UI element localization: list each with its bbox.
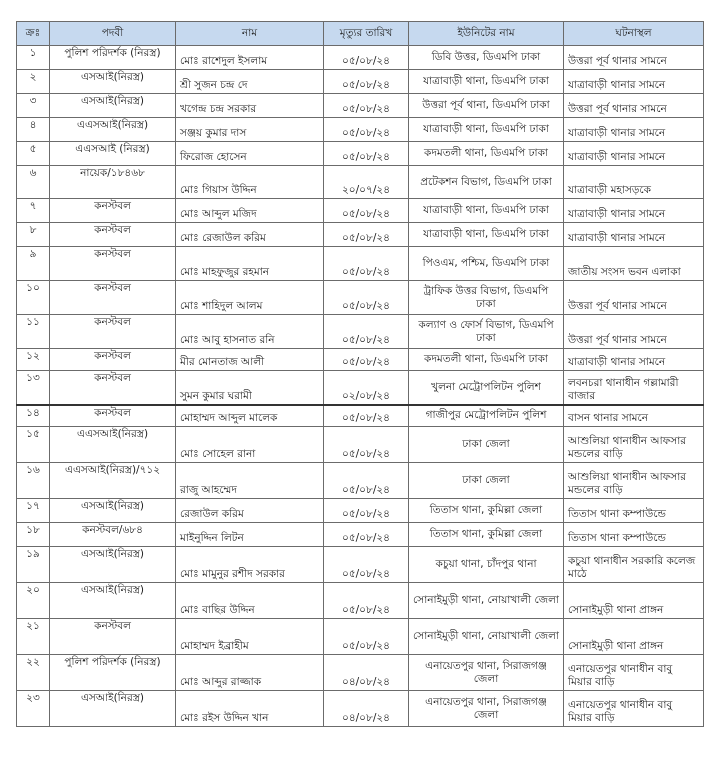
table-row (17, 371, 704, 405)
cell-unit: পিওএম, পশ্চিম, ডিএমপি ঢাকা (409, 247, 564, 281)
cell-unit: ট্রাফিক উত্তর বিভাগ, ডিএমপি ঢাকা (409, 281, 564, 315)
cell-place: সোনাইমুড়ী থানা প্রাঙ্গন (564, 619, 704, 655)
casualty-table (16, 21, 704, 727)
cell-name: মোঃ আব্দুল মজিদ (176, 199, 324, 223)
cell-place: কচুয়া থানাধীন সরকারি কলেজ মাঠে (564, 547, 704, 583)
table-row (17, 405, 704, 427)
cell-place: যাত্রাবাড়ী থানার সামনে (564, 70, 704, 94)
cell-date: ০৫/০৮/২৪ (324, 118, 409, 142)
cell-place: উত্তরা পূর্ব থানার সামনে (564, 281, 704, 315)
cell-name: মোঃ গিয়াস উদ্দিন (176, 166, 324, 199)
cell-name: মোঃ মামুনুর রশীদ সরকার (176, 547, 324, 583)
cell-rank: এএসআই(নিরস্ত্র) (50, 427, 176, 463)
cell-date: ০৫/০৮/২৪ (324, 223, 409, 247)
table-row (17, 142, 704, 166)
cell-rank: কনস্টবল (50, 199, 176, 223)
table-row (17, 499, 704, 523)
cell-date: ০৫/০৮/২৪ (324, 281, 409, 315)
cell-serial: ১৬ (17, 463, 50, 499)
cell-unit: খুলনা মেট্রোপলিটন পুলিশ (409, 371, 564, 405)
cell-date: ০৫/০৮/২৪ (324, 583, 409, 619)
cell-unit: প্রটেকশন বিভাগ, ডিএমপি ঢাকা (409, 166, 564, 199)
cell-serial: ৮ (17, 223, 50, 247)
cell-rank: কনস্টবল (50, 349, 176, 371)
cell-name: মোঃ আব্দুর রাজ্জাক (176, 655, 324, 691)
table-row (17, 166, 704, 199)
cell-unit: যাত্রাবাড়ী থানা, ডিএমপি ঢাকা (409, 118, 564, 142)
cell-unit: এনায়েতপুর থানা, সিরাজগঞ্জ জেলা (409, 691, 564, 727)
cell-name: সুমন কুমার ঘরামী (176, 371, 324, 405)
cell-place: এনায়েতপুর থানাধীন বাবু মিয়ার বাড়ি (564, 691, 704, 727)
table-body (17, 46, 704, 727)
cell-place: উত্তরা পূর্ব থানার সামনে (564, 315, 704, 349)
table-row (17, 94, 704, 118)
cell-serial: ৩ (17, 94, 50, 118)
cell-place: উত্তরা পূর্ব থানার সামনে (564, 94, 704, 118)
cell-place: বাসন থানার সামনে (564, 405, 704, 427)
cell-date: ০৫/০৮/২৪ (324, 427, 409, 463)
header-place: ঘটনাস্থল (564, 22, 704, 46)
cell-date: ০৫/০৮/২৪ (324, 523, 409, 547)
cell-place: এনায়েতপুর থানাধীন বাবু মিয়ার বাড়ি (564, 655, 704, 691)
cell-place: যাত্রাবাড়ী থানার সামনে (564, 142, 704, 166)
cell-date: ০৫/০৮/২৪ (324, 142, 409, 166)
cell-unit: সোনাইমুড়ী থানা, নোয়াখালী জেলা (409, 619, 564, 655)
cell-serial: ১৮ (17, 523, 50, 547)
table-row (17, 223, 704, 247)
cell-place: যাত্রাবাড়ী থানার সামনে (564, 349, 704, 371)
cell-rank: কনস্টবল/৬৮৪ (50, 523, 176, 547)
cell-name: ফিরোজ হোসেন (176, 142, 324, 166)
header-date: মৃত্যুর তারিখ (324, 22, 409, 46)
cell-unit: ঢাকা জেলা (409, 427, 564, 463)
cell-date: ০৫/০৮/২৪ (324, 70, 409, 94)
cell-serial: ১৪ (17, 405, 50, 427)
cell-date: ০৫/০৮/২৪ (324, 94, 409, 118)
table-row (17, 655, 704, 691)
cell-place: যাত্রাবাড়ী থানার সামনে (564, 223, 704, 247)
cell-date: ০৫/০৮/২৪ (324, 315, 409, 349)
table-row (17, 281, 704, 315)
cell-name: রেজাউল করিম (176, 499, 324, 523)
table-row (17, 70, 704, 94)
cell-rank: এএসআই(নিরস্ত্র) (50, 118, 176, 142)
header-unit: ইউনিটের নাম (409, 22, 564, 46)
cell-rank: এসআই(নিরস্ত্র) (50, 94, 176, 118)
table-row (17, 349, 704, 371)
cell-name: মাইনুদ্দিন লিটন (176, 523, 324, 547)
cell-name: খগেন্দ্র চন্দ্র সরকার (176, 94, 324, 118)
cell-date: ০৫/০৮/২৪ (324, 349, 409, 371)
table-row (17, 463, 704, 499)
table-row (17, 247, 704, 281)
cell-unit: গাজীপুর মেট্রোপলিটন পুলিশ (409, 405, 564, 427)
cell-unit: কচুয়া থানা, চাঁদপুর থানা (409, 547, 564, 583)
cell-serial: ২০ (17, 583, 50, 619)
cell-rank: কনস্টবল (50, 223, 176, 247)
cell-serial: ৪ (17, 118, 50, 142)
table-header (17, 22, 704, 46)
cell-serial: ২৩ (17, 691, 50, 727)
cell-name: মোঃ বাছির উদ্দিন (176, 583, 324, 619)
cell-serial: ২ (17, 70, 50, 94)
cell-date: ০৫/০৮/২৪ (324, 499, 409, 523)
cell-rank: এএসআই (নিরস্ত্র) (50, 142, 176, 166)
cell-serial: ২২ (17, 655, 50, 691)
cell-serial: ৭ (17, 199, 50, 223)
cell-date: ০৪/০৮/২৪ (324, 691, 409, 727)
cell-name: মোঃ রাশেদুল ইসলাম (176, 46, 324, 70)
cell-name: মোঃ সোহেল রানা (176, 427, 324, 463)
cell-place: আশুলিয়া থানাধীন আফসার মন্ডলের বাড়ি (564, 463, 704, 499)
cell-unit: কদমতলী থানা, ডিএমপি ঢাকা (409, 142, 564, 166)
cell-unit: যাত্রাবাড়ী থানা, ডিএমপি ঢাকা (409, 199, 564, 223)
cell-serial: ১২ (17, 349, 50, 371)
cell-unit: সোনাইমুড়ী থানা, নোয়াখালী জেলা (409, 583, 564, 619)
cell-rank: কনস্টবল (50, 619, 176, 655)
cell-unit: ঢাকা জেলা (409, 463, 564, 499)
cell-serial: ১৫ (17, 427, 50, 463)
cell-date: ০৫/০৮/২৪ (324, 199, 409, 223)
cell-serial: ১৩ (17, 371, 50, 405)
cell-date: ০৫/০৮/২৪ (324, 405, 409, 427)
cell-date: ০৪/০৮/২৪ (324, 655, 409, 691)
cell-name: রাজু আহম্মেদ (176, 463, 324, 499)
table-row (17, 547, 704, 583)
table-row (17, 315, 704, 349)
cell-rank: এসআই(নিরস্ত্র) (50, 583, 176, 619)
cell-date: ০৫/০৮/২৪ (324, 46, 409, 70)
cell-unit: কদমতলী থানা, ডিএমপি ঢাকা (409, 349, 564, 371)
cell-rank: এসআই(নিরস্ত্র) (50, 499, 176, 523)
cell-name: মোঃ আবু হাসনাত রনি (176, 315, 324, 349)
cell-date: ০৫/০৮/২৪ (324, 547, 409, 583)
cell-unit: এনায়েতপুর থানা, সিরাজগঞ্জ জেলা (409, 655, 564, 691)
cell-place: সোনাইমুড়ী থানা প্রাঙ্গন (564, 583, 704, 619)
table-row (17, 46, 704, 70)
table-row (17, 583, 704, 619)
cell-serial: ১৯ (17, 547, 50, 583)
cell-serial: ২১ (17, 619, 50, 655)
table-row (17, 619, 704, 655)
cell-rank: কনস্টবল (50, 315, 176, 349)
cell-serial: ৬ (17, 166, 50, 199)
cell-place: লবনচরা থানাধীন গল্লামারী বাজার (564, 371, 704, 405)
table-row (17, 427, 704, 463)
table-row (17, 199, 704, 223)
cell-place: তিতাস থানা কম্পাউন্ডে (564, 499, 704, 523)
cell-unit: ডিবি উত্তর, ডিএমপি ঢাকা (409, 46, 564, 70)
cell-rank: কনস্টবল (50, 405, 176, 427)
header-name: নাম (176, 22, 324, 46)
cell-rank: এএসআই(নিরস্ত্র)/৭১২ (50, 463, 176, 499)
cell-date: ০৫/০৮/২৪ (324, 463, 409, 499)
cell-serial: ১১ (17, 315, 50, 349)
cell-rank: পুলিশ পরিদর্শক (নিরস্ত্র) (50, 46, 176, 70)
cell-date: ০৫/০৮/২৪ (324, 247, 409, 281)
cell-name: মোঃ রইস উদ্দিন খান (176, 691, 324, 727)
cell-name: সঞ্জয় কুমার দাস (176, 118, 324, 142)
cell-rank: এসআই(নিরস্ত্র) (50, 547, 176, 583)
cell-place: তিতাস থানা কম্পাউন্ডে (564, 523, 704, 547)
cell-rank: কনস্টবল (50, 281, 176, 315)
cell-name: শ্রী সুজন চন্দ্র দে (176, 70, 324, 94)
cell-name: মোঃ শাহিদুল আলম (176, 281, 324, 315)
cell-rank: কনস্টবল (50, 247, 176, 281)
table-row (17, 691, 704, 727)
cell-serial: ৫ (17, 142, 50, 166)
cell-serial: ১৭ (17, 499, 50, 523)
cell-rank: কনস্টবল (50, 371, 176, 405)
table-row (17, 523, 704, 547)
cell-unit: যাত্রাবাড়ী থানা, ডিএমপি ঢাকা (409, 70, 564, 94)
cell-name: মোঃ মাহফুজুর রহমান (176, 247, 324, 281)
cell-name: মোহাম্মদ আব্দুল মালেক (176, 405, 324, 427)
cell-name: মোহাম্মদ ইব্রাহীম (176, 619, 324, 655)
cell-rank: এসআই(নিরস্ত্র) (50, 691, 176, 727)
cell-place: যাত্রাবাড়ী মহাসড়কে (564, 166, 704, 199)
cell-place: যাত্রাবাড়ী থানার সামনে (564, 199, 704, 223)
cell-rank: নায়েক/১৮৪৬৮ (50, 166, 176, 199)
cell-date: ০২/০৮/২৪ (324, 371, 409, 405)
cell-date: ২০/০৭/২৪ (324, 166, 409, 199)
cell-unit: তিতাস থানা, কুমিল্লা জেলা (409, 499, 564, 523)
cell-place: আশুলিয়া থানাধীন আফসার মন্ডলের বাড়ি (564, 427, 704, 463)
cell-serial: ৯ (17, 247, 50, 281)
header-row (17, 22, 704, 46)
header-rank: পদবী (50, 22, 176, 46)
cell-name: মোঃ রেজাউল করিম (176, 223, 324, 247)
cell-unit: কল্যাণ ও ফোর্স বিভাগ, ডিএমপি ঢাকা (409, 315, 564, 349)
cell-place: যাত্রাবাড়ী থানার সামনে (564, 118, 704, 142)
cell-serial: ১০ (17, 281, 50, 315)
cell-place: জাতীয় সংসদ ভবন এলাকা (564, 247, 704, 281)
header-serial: ক্রঃ (17, 22, 50, 46)
cell-serial: ১ (17, 46, 50, 70)
cell-rank: এসআই(নিরস্ত্র) (50, 70, 176, 94)
table-row (17, 118, 704, 142)
cell-name: মীর মোনতাজ আলী (176, 349, 324, 371)
cell-unit: উত্তরা পূর্ব থানা, ডিএমপি ঢাকা (409, 94, 564, 118)
cell-unit: যাত্রাবাড়ী থানা, ডিএমপি ঢাকা (409, 223, 564, 247)
cell-date: ০৫/০৮/২৪ (324, 619, 409, 655)
cell-place: উত্তরা পূর্ব থানার সামনে (564, 46, 704, 70)
cell-unit: তিতাস থানা, কুমিল্লা জেলা (409, 523, 564, 547)
cell-rank: পুলিশ পরিদর্শক (নিরস্ত্র) (50, 655, 176, 691)
